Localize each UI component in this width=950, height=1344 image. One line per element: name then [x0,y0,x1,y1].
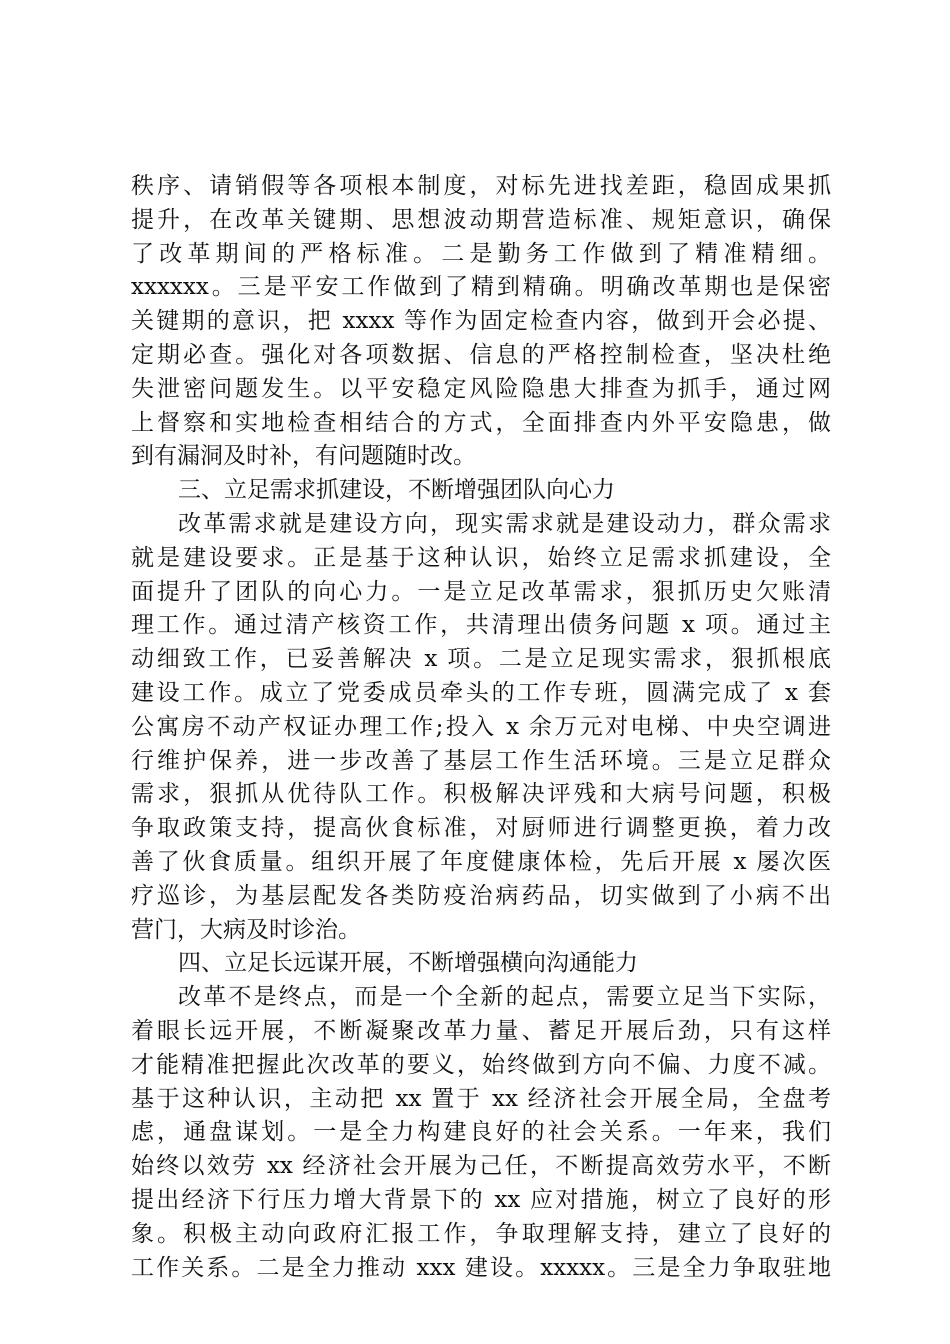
body-line: 公寓房不动产权证办理工作;投入 x 余万元对电梯、中央空调进 [131,713,831,740]
body-line: 始终以效劳 xx 经济社会开展为己任，不断提高效劳水平，不断 [131,1153,831,1180]
body-line: 营门，大病及时诊治。 [131,916,361,943]
body-line: 就是建设要求。正是基于这种认识，始终立足需求抓建设，全 [131,544,831,571]
body-line: 建设工作。成立了党委成员牵头的工作专班，圆满完成了 x 套 [131,679,831,706]
section-heading: 三、立足需求抓建设，不断增强团队向心力 [178,477,615,504]
body-line: 象。积极主动向政府汇报工作，争取理解支持，建立了良好的 [131,1220,831,1247]
body-line: 改革不是终点，而是一个全新的起点，需要立足当下实际， [178,984,831,1011]
body-line: xxxxxx。三是平安工作做到了精到精确。明确改革期也是保密 [131,274,831,301]
body-line: 关键期的意识，把 xxxx 等作为固定检查内容，做到开会必提、 [131,308,831,335]
body-line: 秩序、请销假等各项根本制度，对标先进找差距，稳固成果抓 [131,173,831,199]
body-line: 理工作。通过清产核资工作，共清理出债务问题 x 项。通过主 [131,612,831,639]
body-line: 疗巡诊，为基层配发各类防疫治病药品，切实做到了小病不出 [131,882,831,909]
body-line: 着眼长远开展，不断凝聚改革力量、蓄足开展后劲，只有这样 [131,1017,831,1044]
section-heading: 四、立足长远谋开展，不断增强横向沟通能力 [178,950,638,977]
body-line: 面提升了团队的向心力。一是立足改革需求，狠抓历史欠账清 [131,578,831,605]
body-line: 需求，狠抓从优待队工作。积极解决评残和大病号问题，积极 [131,781,831,808]
body-line: 善了伙食质量。组织开展了年度健康体检，先后开展 x 屡次医 [131,848,831,875]
body-line: 了改革期间的严格标准。二是勤务工作做到了精准精细。 [131,240,831,267]
body-line: 上督察和实地检查相结合的方式，全面排查内外平安隐患，做 [131,409,831,436]
document-body [131,170,831,1285]
body-line: 争取政策支持，提高伙食标准，对厨师进行调整更换，着力改 [131,815,831,842]
body-line: 改革需求就是建设方向，现实需求就是建设动力，群众需求 [178,510,831,537]
body-line: 才能精准把握此次改革的要义，始终做到方向不偏、力度不减。 [131,1051,831,1078]
body-line: 到有漏洞及时补，有问题随时改。 [131,443,476,470]
body-line: 动细致工作，已妥善解决 x 项。二是立足现实需求，狠抓根底 [131,646,831,673]
body-line: 工作关系。二是全力推动 xxx 建设。xxxxx。三是全力争取驻地 [131,1254,831,1281]
body-line: 提出经济下行压力增大背景下的 xx 应对措施，树立了良好的形 [131,1186,831,1213]
body-line: 失泄密问题发生。以平安稳定风险隐患大排查为抓手，通过网 [131,375,831,402]
body-line: 虑，通盘谋划。一是全力构建良好的社会关系。一年来，我们 [131,1119,831,1146]
body-line: 提升，在改革关键期、思想波动期营造标准、规矩意识，确保 [131,206,831,233]
body-line: 基于这种认识，主动把 xx 置于 xx 经济社会开展全局，全盘考 [131,1085,831,1112]
body-line: 定期必查。强化对各项数据、信息的严格控制检查，坚决杜绝 [131,341,831,368]
body-line: 行维护保养，进一步改善了基层工作生活环境。三是立足群众 [131,747,831,774]
